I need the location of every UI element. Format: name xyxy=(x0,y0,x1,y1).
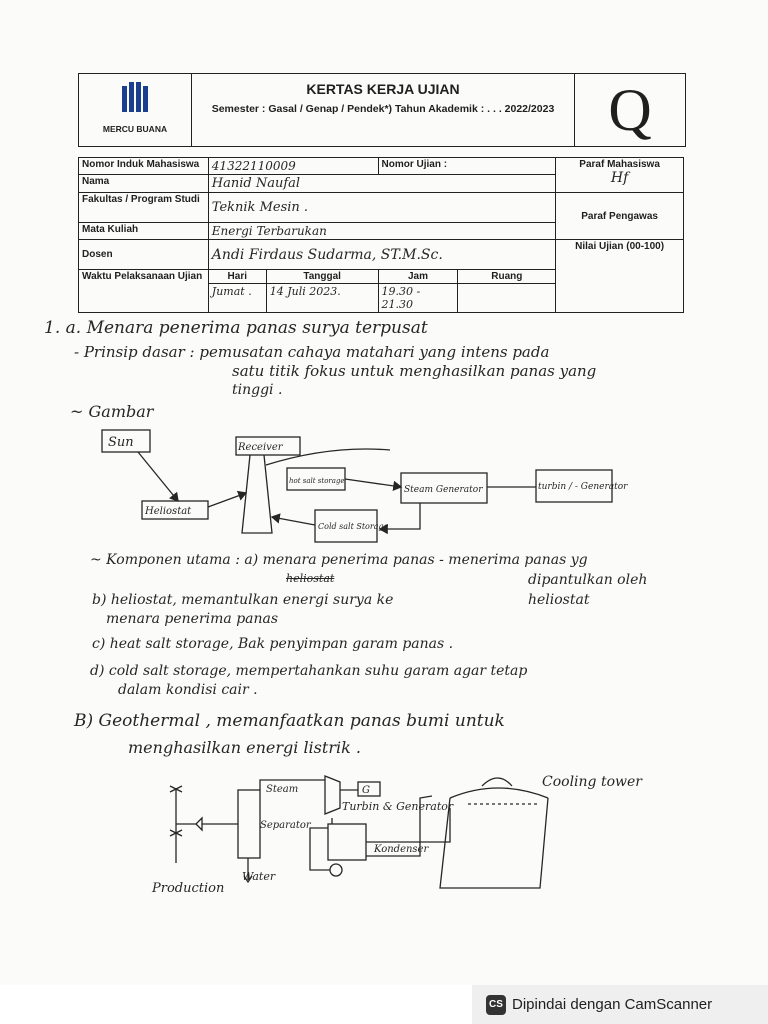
page-title: KERTAS KERJA UJIAN xyxy=(306,81,460,97)
solar-tower-diagram xyxy=(90,425,630,550)
heliostat-label: Heliostat xyxy=(145,506,192,517)
steam-label: Steam xyxy=(266,784,299,795)
matkul-value: Energi Terbarukan xyxy=(208,223,555,240)
water-label: Water xyxy=(242,870,276,883)
cooling-tower-shape xyxy=(440,798,548,888)
steam-generator-label: Steam Generator xyxy=(404,485,483,495)
dosen-value: Andi Firdaus Sudarma, ST.M.Sc. xyxy=(208,240,555,270)
camscanner-logo-icon: CS xyxy=(486,995,506,1015)
answer-line: ~ Gambar xyxy=(70,402,154,421)
jam-value: 19.30 - 21.30 xyxy=(378,284,458,313)
generator-g-label: G xyxy=(362,785,370,796)
university-logo xyxy=(79,74,192,146)
component-line: dipantulkan oleh xyxy=(528,572,648,588)
component-line: c) heat salt storage, Bak penyimpan garam panas . xyxy=(92,636,454,652)
geothermal-diagram xyxy=(150,768,690,898)
answer-b-line: menghasilkan energi listrik . xyxy=(128,738,361,757)
university-name: MERCU BUANA xyxy=(102,124,168,134)
component-line: d) cold salt storage, mempertahankan suhu garam agar tetap xyxy=(90,663,528,679)
cooling-tower-label: Cooling tower xyxy=(542,774,642,790)
nomor-ujian-label: Nomor Ujian : xyxy=(378,158,556,175)
cold-salt-label: Cold salt Storage xyxy=(318,522,389,531)
watermark-text: Dipindai dengan CamScanner xyxy=(512,996,713,1013)
answer-line: satu titik fokus untuk menghasilkan panas yang xyxy=(232,362,597,380)
fakultas-value: Teknik Mesin . xyxy=(208,193,555,223)
exam-letter: Q xyxy=(574,74,685,146)
component-line: b) heliostat, memantulkan energi surya ke xyxy=(92,592,394,608)
nim-label: Nomor Induk Mahasiswa xyxy=(79,158,209,175)
semester-line: Semester : Gasal / Genap / Pendek*) Tahun Akademik : . . . 2022/2023 xyxy=(211,103,555,115)
paraf-mahasiswa-value: Hf xyxy=(610,170,629,186)
turbin-label: turbin / - Generator xyxy=(538,482,628,492)
hot-salt-label: hot salt storage xyxy=(289,477,345,485)
ruang-label: Ruang xyxy=(458,270,556,284)
dosen-label: Dosen xyxy=(79,240,209,270)
tanggal-label: Tanggal xyxy=(266,270,378,284)
receiver-label: Receiver xyxy=(238,442,283,453)
student-info-table xyxy=(78,157,684,313)
nama-label: Nama xyxy=(79,175,209,193)
fakultas-label: Fakultas / Program Studi xyxy=(79,193,209,223)
answer-line: 1. a. Menara penerima panas surya terpusat xyxy=(44,318,428,338)
paraf-mahasiswa-cell xyxy=(556,158,684,193)
component-line: ~ Komponen utama : a) menara penerima panas - menerima panas yg xyxy=(90,552,588,568)
sun-label: Sun xyxy=(108,435,134,450)
component-line: dalam kondisi cair . xyxy=(118,682,258,698)
component-line: menara penerima panas xyxy=(106,611,279,627)
turbin-shape xyxy=(325,776,340,814)
waktu-label: Waktu Pelaksanaan Ujian xyxy=(79,270,209,313)
nilai-label: Nilai Ujian (00-100) xyxy=(556,240,684,313)
separator-box xyxy=(238,790,260,858)
kondenser-label: Kondenser xyxy=(374,844,429,855)
answer-line: - Prinsip dasar : pemusatan cahaya matahari yang intens pada xyxy=(74,343,550,361)
tower-shape xyxy=(242,455,272,533)
camscanner-watermark xyxy=(472,985,768,1024)
production-label: Production xyxy=(152,881,225,896)
paraf-pengawas-label: Paraf Pengawas xyxy=(556,193,684,240)
jam-label: Jam xyxy=(378,270,458,284)
separator-label: Separator xyxy=(260,820,311,831)
component-line: heliostat xyxy=(528,592,590,608)
answer-line: tinggi . xyxy=(232,382,283,398)
turbin-generator-label: Turbin & Generator xyxy=(342,800,454,813)
strikethrough-text: heliostat xyxy=(286,572,335,585)
paraf-mahasiswa-label: Paraf Mahasiswa xyxy=(579,159,660,170)
ruang-value xyxy=(458,284,556,313)
kondenser-box xyxy=(328,824,366,860)
nama-value: Hanid Naufal xyxy=(208,175,555,193)
hari-label: Hari xyxy=(208,270,266,284)
pump-icon xyxy=(330,864,342,876)
mercu-buana-emblem-icon xyxy=(79,74,191,146)
nim-value: 41322110009 xyxy=(208,158,378,175)
matkul-label: Mata Kuliah xyxy=(79,223,209,240)
hari-value: Jumat . xyxy=(208,284,266,313)
tanggal-value: 14 Juli 2023. xyxy=(266,284,378,313)
exam-header xyxy=(78,73,686,147)
answer-b-line: B) Geothermal , memanfaatkan panas bumi untuk xyxy=(74,711,505,731)
